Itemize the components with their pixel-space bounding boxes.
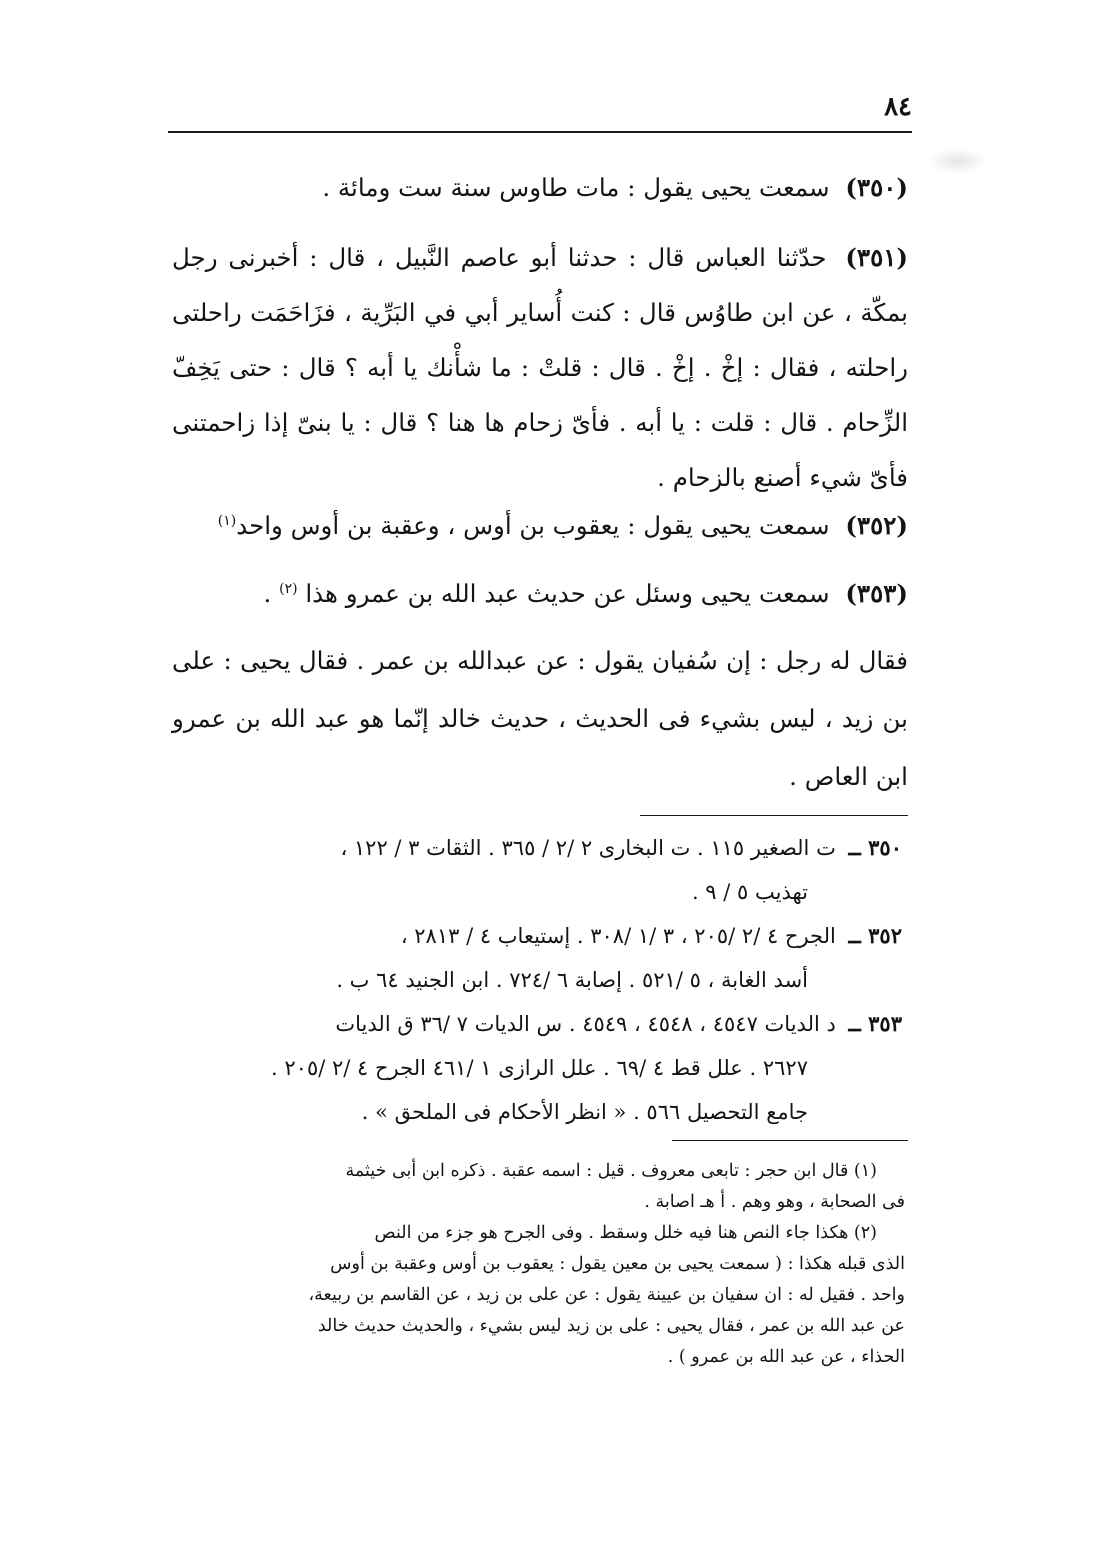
sources-rule <box>640 815 908 816</box>
scan-smudge <box>928 148 988 174</box>
source-item-353 <box>172 1002 902 1046</box>
entry-end: . <box>263 579 280 608</box>
source-line-cont: ٢٦٢٧ . علل قط ٤ /٦٩ . علل الرازى ١ /٤٦١ الجرح ٤ /٢ /٢٠٥ . <box>271 1056 808 1080</box>
source-line-cont: جامع التحصيل ٥٦٦ . « انظر الأحكام فى الملحق » . <box>361 1100 808 1124</box>
footnotes-section <box>160 1156 905 1373</box>
source-number: ٣٥٣ ــ <box>848 1011 902 1036</box>
entry-number: (٣٥١) <box>845 243 908 272</box>
footnote-ref-2[interactable]: (٢) <box>279 580 298 597</box>
sources-section <box>172 826 902 1134</box>
source-item-352 <box>172 914 902 958</box>
header-rule <box>168 131 912 133</box>
entry-number: (٣٥٠) <box>845 173 908 202</box>
source-line-cont: أسد الغابة ، ٥ /٥٢١ . إصابة ٦ /٧٢٤ . ابن الجنيد ٦٤ ب . <box>336 968 808 992</box>
source-line: ت الصغير ١١٥ . ت البخارى ٢ /٢ / ٣٦٥ . الثقات ٣ / ١٢٢ ، <box>340 836 836 860</box>
page-number: ٨٤ <box>884 92 912 122</box>
source-line: الجرح ٤ /٢ /٢٠٥ ، ٣ /١ /٣٠٨ . إستيعاب ٤ / ٢٨١٣ ، <box>400 924 836 948</box>
footnote-1-line: (١) قال ابن حجر : تابعى معروف . قيل : اسمه عقبة . ذكره ابن أبى خيثمة <box>345 1161 877 1181</box>
entry-text: حدّثنا العباس قال : حدثنا أبو عاصم النَّبيل ، قال : أخبرنى رجل بمكّة ، عن ابن طاوُس قال : كنت أُساير أبي في البَرِّية ، فزَاحَمَت راحلتى راحلته ، فقال : إخْ . إخْ . قال : قلتْ : ما شأْنك يا أبه ؟ قال : حتى يَخِفّ الزِّحام . قال : قلت : يا أبه . فأىّ زحام ها هنا ؟ قال : يا بنىّ إذا زاحمتنى فأىّ شيء أصنع بالزحام . <box>172 243 908 492</box>
source-line-cont: تهذيب ٥ / ٩ . <box>691 880 808 904</box>
footnote-2-line: الحذاء ، عن عبد الله بن عمرو ) . <box>667 1347 905 1367</box>
footnote-2-line: (٢) هكذا جاء النص هنا فيه خلل وسقط . وفى الجرح هو جزء من النص <box>374 1223 877 1243</box>
entry-text: سمعت يحيى وسئل عن حديث عبد الله بن عمرو هذا <box>305 579 830 608</box>
footnote-2-line: الذى قبله هكذا : ( سمعت يحيى بن معين يقول : يعقوب بن أوس وعقبة بن أوس <box>330 1254 905 1274</box>
footnote-2-line: واحد . فقيل له : ان سفيان بن عيينة يقول : عن على بن زيد ، عن القاسم بن ربيعة، <box>308 1285 905 1305</box>
source-number: ٣٥٢ ــ <box>848 923 902 948</box>
entry-353-continuation: فقال له رجل : إن سُفيان يقول : عن عبدالله بن عمر . فقال يحيى : على بن زيد ، ليس بشيء فى الحديث ، حديث خالد إنّما هو عبد الله بن عمرو ابن العاص . <box>172 646 908 791</box>
entry-number: (٣٥٣) <box>845 579 908 608</box>
entry-text: سمعت يحيى يقول : مات طاوس سنة ست ومائة . <box>322 173 830 202</box>
source-number: ٣٥٠ ــ <box>848 835 902 860</box>
entry-350 <box>172 160 908 215</box>
source-line: د الديات ٤٥٤٧ ، ٤٥٤٨ ، ٤٥٤٩ . س الديات ٧ /٣٦ ق الديات <box>335 1012 836 1036</box>
entry-353 <box>172 566 908 621</box>
footnote-2-line: عن عبد الله بن عمر ، فقال يحيى : على بن زيد ليس بشيء ، والحديث حديث خالد <box>317 1316 905 1336</box>
footnotes-rule <box>672 1140 908 1141</box>
footnote-1-line: فى الصحابة ، وهو وهم . أ هـ اصابة . <box>644 1192 905 1212</box>
footnote-ref-1[interactable]: (١) <box>217 512 237 529</box>
entry-number: (٣٥٢) <box>845 511 908 540</box>
entry-text: سمعت يحيى يقول : يعقوب بن أوس ، وعقبة بن أوس واحد <box>236 511 830 540</box>
entry-351 <box>172 230 908 505</box>
entry-352 <box>172 498 908 553</box>
source-item-350 <box>172 826 902 870</box>
